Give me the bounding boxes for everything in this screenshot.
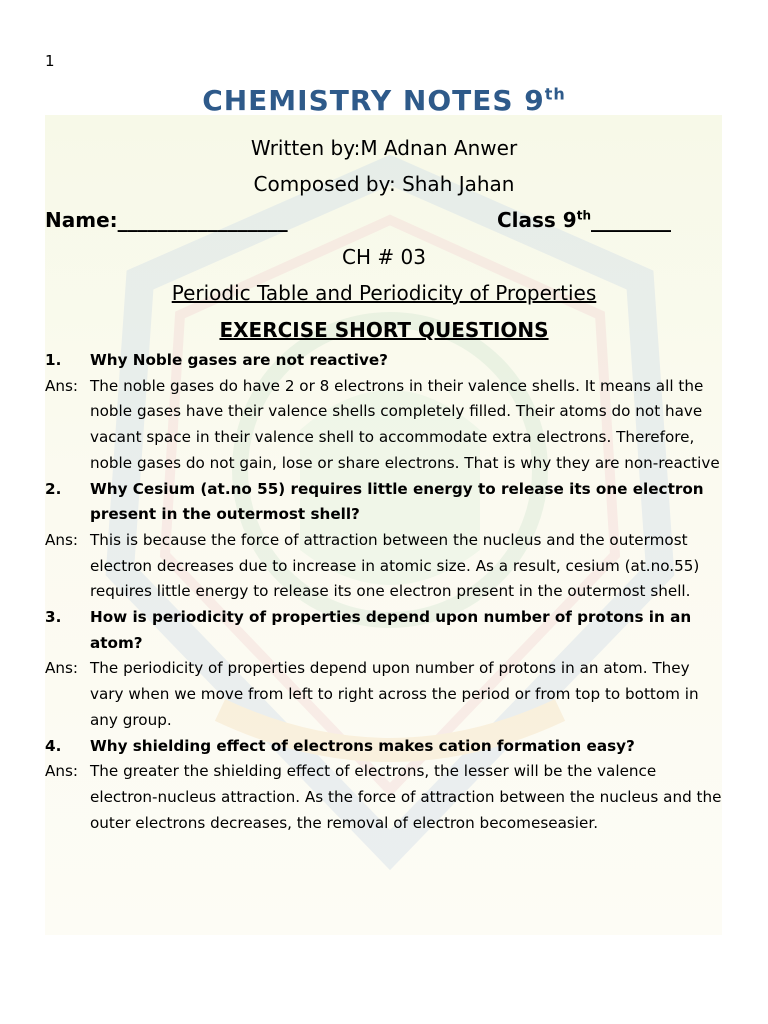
answer-2 — [45, 528, 725, 605]
question-2 — [45, 477, 725, 528]
title-superscript: th — [544, 84, 566, 104]
question-text: Why Cesium (at.no 55) requires little energy to release its one electron present in the outermost shell? — [90, 479, 704, 524]
document-title — [0, 84, 768, 117]
chapter-title: Periodic Table and Periodicity of Properties — [171, 281, 597, 305]
exercise-heading: EXERCISE SHORT QUESTIONS — [219, 318, 549, 342]
question-1 — [45, 348, 725, 374]
question-number: 3. — [45, 608, 62, 627]
answer-text: The greater the shielding effect of electrons, the lesser will be the valence electron-nucleus attraction. As the force of attraction between the nucleus and the outer electrons decreases, the removal of electron becomeseasier. — [90, 762, 722, 832]
class-blank: ________ — [591, 208, 671, 232]
qa-item-1 — [45, 348, 725, 477]
qa-item-2 — [45, 477, 725, 606]
name-class-row — [45, 208, 685, 232]
written-by: Written by:M Adnan Anwer — [250, 136, 518, 160]
answer-label: Ans: — [45, 762, 79, 781]
question-text: Why Noble gases are not reactive? — [90, 351, 388, 369]
chapter-number: CH # 03 — [342, 245, 426, 269]
answer-label: Ans: — [45, 530, 79, 549]
answer-label: Ans: — [45, 659, 79, 678]
question-text: How is periodicity of properties depend upon number of protons in an atom? — [90, 608, 692, 652]
answer-1 — [45, 374, 725, 477]
answer-text: The periodicity of properties depend upon number of protons in an atom. They vary when we move from left to right across the period or from top to bottom in any group. — [90, 659, 699, 729]
page-number: 1 — [45, 52, 55, 70]
question-number: 1. — [45, 351, 62, 369]
class-field — [497, 208, 671, 232]
question-4 — [45, 734, 725, 760]
name-blank: _________________ — [117, 208, 288, 232]
name-label: Name: — [45, 208, 118, 232]
class-label: Class 9 — [497, 208, 577, 232]
title-text: CHEMISTRY NOTES 9 — [202, 84, 545, 117]
qa-item-3 — [45, 605, 725, 734]
answer-label: Ans: — [45, 376, 79, 395]
composed-by: Composed by: Shah Jahan — [253, 172, 515, 196]
question-3 — [45, 605, 725, 656]
qa-item-4 — [45, 734, 725, 837]
question-number: 4. — [45, 736, 62, 755]
answer-text: This is because the force of attraction between the nucleus and the outermost electron decreases due to increase in atomic size. As a result, cesium (at.no.55) requires little energy to release its one electron present in the outermost shell. — [90, 530, 700, 601]
answer-3 — [45, 656, 725, 733]
question-number: 2. — [45, 479, 62, 498]
answer-text: The noble gases do have 2 or 8 electrons in their valence shells. It means all the noble gases have their valence shells completely filled. Their atoms do not have vacant space in their valence shell to accommodate extra electrons. Therefore, noble gases do not gain, lose or share electrons. That is why they are non-reactive — [90, 376, 720, 472]
class-superscript: th — [576, 208, 591, 223]
answer-4 — [45, 759, 725, 836]
question-text: Why shielding effect of electrons makes cation formation easy? — [90, 736, 635, 755]
qa-list — [45, 348, 725, 836]
